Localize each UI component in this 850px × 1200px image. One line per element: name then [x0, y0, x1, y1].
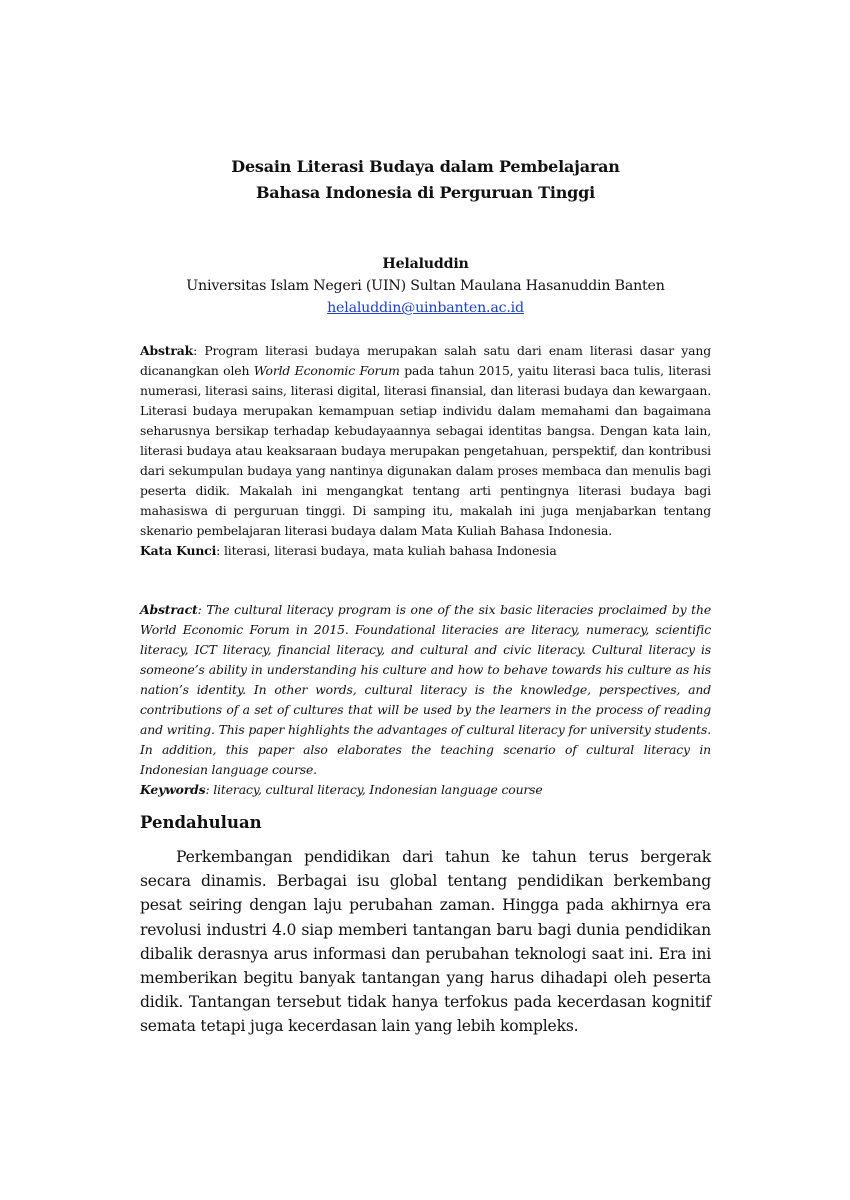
author-email-link[interactable]: helaluddin@uinbanten.ac.id [327, 300, 524, 316]
abstract-id-italic-term: World Economic Forum [253, 363, 400, 378]
abstract-en-label: Abstract [140, 602, 198, 617]
abstract-english [140, 600, 711, 800]
keywords-en-text: : literacy, cultural literacy, Indonesian language course [205, 782, 543, 797]
keywords-en-line [140, 780, 711, 800]
abstract-id-label: Abstrak [140, 343, 194, 358]
body-paragraph: Perkembangan pendidikan dari tahun ke tahun terus bergerak secara dinamis. Berbagai isu global tentang pendidikan berkembang pesat seiring dengan laju perubahan zaman. Hingga pada akhirnya era revolusi industri 4.0 siap memberi tantangan baru bagi dunia pendidikan dibalik derasnya arus informasi dan perubahan teknologi saat ini. Era ini memberikan begitu banyak tantangan yang harus dihadapi oleh peserta didik. Tantangan tersebut tidak hanya terfokus pada kecerdasan kognitif semata tetapi juga kecerdasan lain yang lebih kompleks. [140, 848, 711, 1036]
paper-title-line-2: Bahasa Indonesia di Perguruan Tinggi [255, 183, 596, 202]
abstract-id-text-part2: pada tahun 2015, yaitu literasi baca tulis, literasi numerasi, literasi sains, literasi digital, literasi finansial, dan literasi budaya dan kewargaan. Literasi budaya merupakan kemampuan setiap individu dalam memahami dan bagaimana seharusnya bersikap terhadap kebudayaannya sebagai identitas bangsa. Dengan kata lain, literasi budaya atau keaksaraan budaya merupakan pengetahuan, perspektif, dan kontribusi dari sekumpulan budaya yang nantinya digunakan dalam proses membaca dan menulis bagi peserta didik. Makalah ini mengangkat tentang arti pentingnya literasi budaya bagi mahasiswa di perguruan tinggi. Di samping itu, makalah ini juga menjabarkan tentang skenario pembelajaran literasi budaya dalam Mata Kuliah Bahasa Indonesia. [140, 363, 711, 538]
keywords-id-line [140, 541, 711, 561]
author-block [140, 253, 711, 319]
abstract-en-text: : The cultural literacy program is one of the six basic literacies proclaimed by the World Economic Forum in 2015. Foundational literacies are literacy, numeracy, scientific literacy, ICT literacy, financial literacy, and cultural and civic literacy. Cultural literacy is someone’s ability in understanding his culture and how to behave towards his culture as his nation’s identity. In other words, cultural literacy is the knowledge, perspectives, and contributions of a set of cultures that will be used by the learners in the process of reading and writing. This paper highlights the advantages of cultural literacy for university students. In addition, this paper also elaborates the teaching scenario of cultural literacy in Indonesian language course. [140, 602, 711, 777]
keywords-id-label: Kata Kunci [140, 543, 217, 558]
paper-title-line-1: Desain Literasi Budaya dalam Pembelajaran [231, 157, 620, 176]
keywords-id-text: : literasi, literasi budaya, mata kuliah bahasa Indonesia [216, 543, 557, 558]
section-heading-introduction: Pendahuluan [140, 813, 262, 832]
author-name: Helaluddin [382, 256, 469, 272]
author-affiliation: Universitas Islam Negeri (UIN) Sultan Maulana Hasanuddin Banten [186, 278, 665, 294]
keywords-en-label: Keywords [140, 782, 206, 797]
abstract-id-text-part1: : Program literasi budaya merupakan salah satu dari enam literasi dasar yang dicanangkan oleh [140, 343, 711, 378]
paper-title [140, 154, 711, 206]
abstract-indonesian [140, 341, 711, 561]
